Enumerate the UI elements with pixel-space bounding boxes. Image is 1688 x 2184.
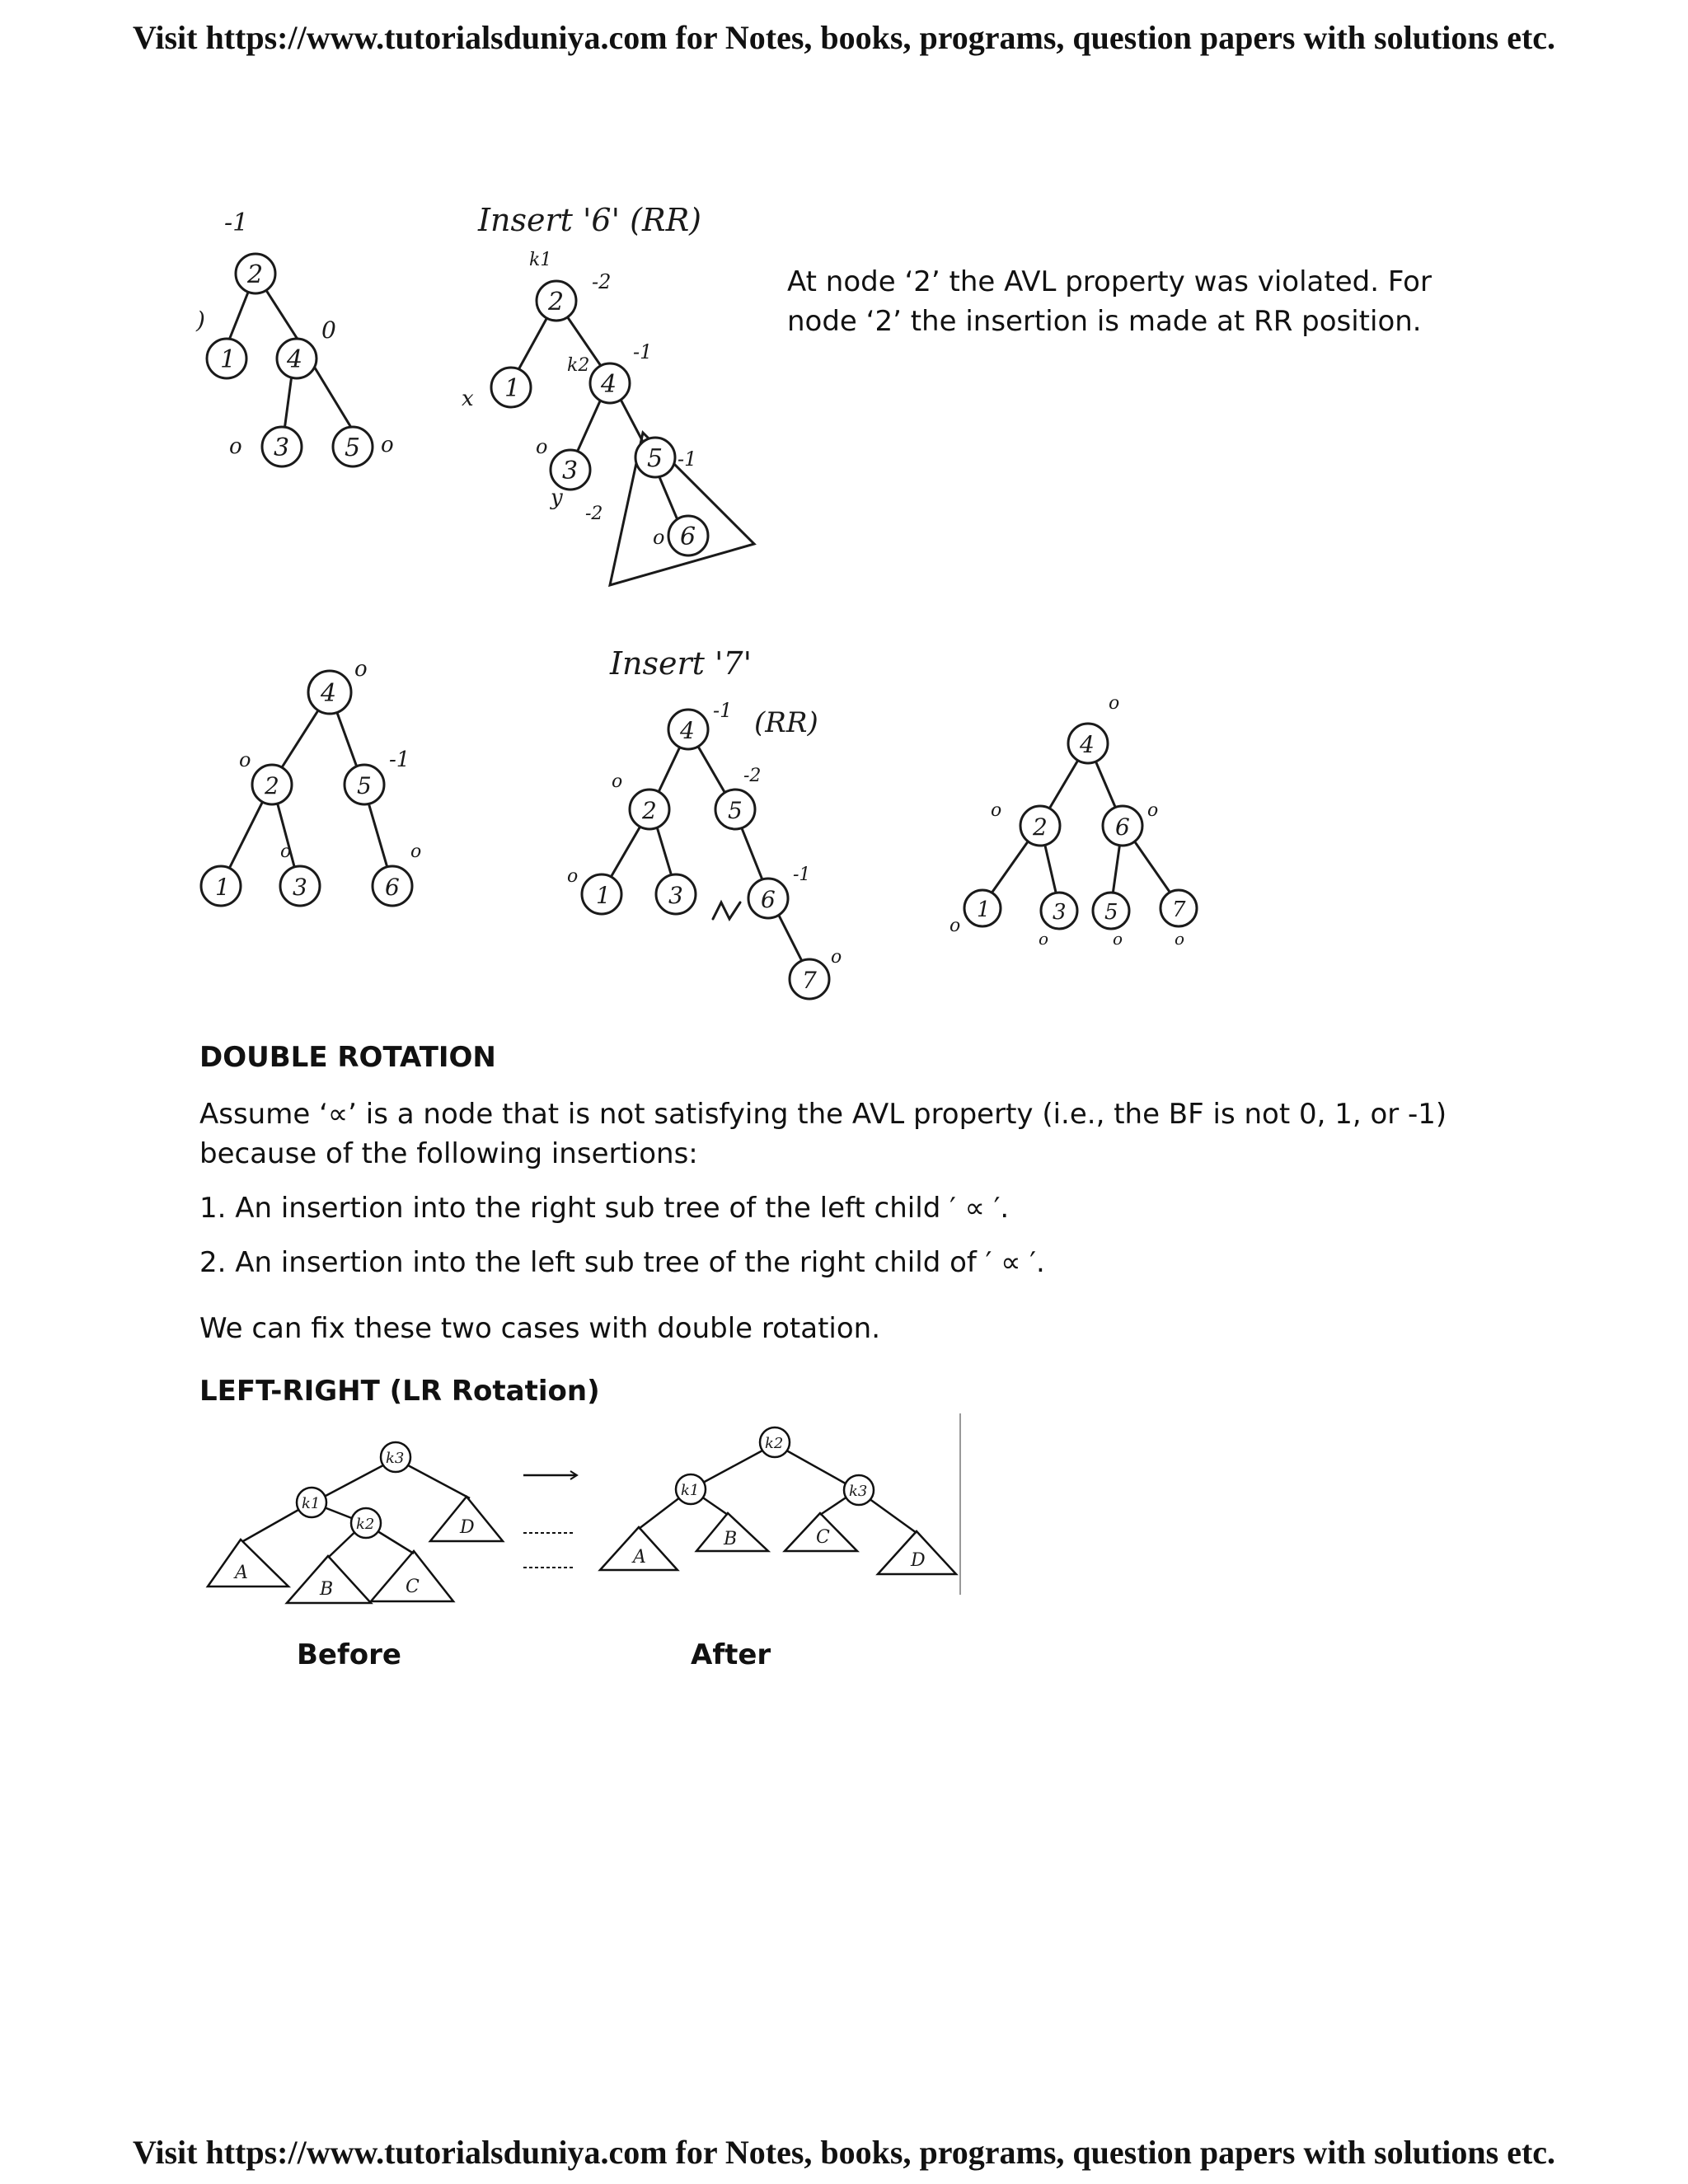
after-label: After (691, 1638, 771, 1671)
node-label: 3 (562, 457, 579, 485)
bf-node-7: o (831, 947, 842, 968)
node-label: 2 (265, 772, 279, 799)
bf-node-4: o (1109, 693, 1120, 714)
node-label: 3 (1053, 900, 1067, 925)
node-label: 1 (596, 882, 611, 909)
node-label: 6 (680, 523, 696, 551)
node-label: k3 (849, 1483, 868, 1500)
page-edge-mark (958, 1413, 963, 1595)
node-label: 5 (728, 797, 743, 824)
figure2-tree-b (552, 635, 898, 1005)
node-label: 2 (247, 260, 264, 289)
node-label: 3 (274, 434, 290, 462)
bf-node-6: o (653, 526, 665, 549)
label-k1: k1 (529, 250, 552, 270)
bf-extra: -2 (585, 504, 603, 524)
bf-node-1: ) (196, 307, 205, 334)
label-d: D (911, 1550, 926, 1571)
label-c: C (816, 1527, 830, 1548)
node-label: 1 (215, 874, 230, 901)
bf-node-2: o (239, 748, 251, 771)
double-rotation-heading: DOUBLE ROTATION (199, 1041, 496, 1074)
bf-node-1: o (950, 916, 961, 936)
label-b: B (724, 1529, 738, 1549)
node-label: 6 (1115, 813, 1130, 841)
bf-node-5: o (381, 433, 394, 457)
bf-node-6: o (1147, 800, 1159, 821)
node-label: 1 (220, 345, 237, 374)
label-d: D (460, 1517, 475, 1538)
bf-node-5: -1 (389, 748, 410, 772)
bf-node-2: o (991, 800, 1002, 821)
double-rotation-intro: Assume ‘∝’ is a node that is not satisfying the AVL property (i.e., the BF is not 0, 1, or -1) because of the following insertions: (199, 1098, 1447, 1170)
node-label: 3 (668, 882, 683, 909)
bf-node-6: o (410, 841, 422, 862)
node-label: 7 (1172, 898, 1186, 922)
rotation-label: (RR) (754, 706, 818, 739)
bf-node-3: o (536, 435, 548, 458)
node-label: k3 (386, 1450, 405, 1467)
node-label: 4 (287, 345, 303, 374)
label-a: A (235, 1563, 248, 1583)
node-label: k2 (765, 1435, 784, 1452)
double-rotation-item-2: 2. An insertion into the left sub tree of the right child of ′ ∝ ′. (199, 1246, 1045, 1279)
node-label: 6 (761, 886, 776, 913)
bf-node-2: o (612, 771, 623, 792)
bf-node-1: o (567, 866, 579, 887)
before-label: Before (297, 1638, 401, 1671)
lr-before-diagram (198, 1426, 475, 1607)
node-label: 5 (1104, 900, 1118, 925)
bf-node-4: 0 (321, 316, 336, 344)
bf-node-2: -1 (224, 209, 249, 237)
insert-7-title: Insert '7' (610, 645, 753, 682)
node-label: k1 (681, 1482, 700, 1499)
label-y: y (551, 485, 563, 510)
node-label: 4 (601, 370, 617, 399)
label-a: A (633, 1547, 646, 1568)
node-label: 4 (1080, 731, 1095, 758)
node-label: 4 (321, 679, 337, 708)
bf-node-5: -2 (743, 766, 762, 786)
node-label: 4 (680, 717, 695, 744)
node-label: 2 (1033, 813, 1048, 841)
bf-node-4: o (354, 657, 368, 682)
label-x: x (462, 387, 474, 411)
bf-node-3: o (229, 434, 242, 459)
banner-bottom: Visit https://www.tutorialsduniya.com for Notes, books, programs, question papers with solutions etc. (132, 2134, 1556, 2171)
lr-after-diagram (593, 1418, 973, 1599)
label-c: C (406, 1577, 420, 1597)
bf-node-3: o (1039, 929, 1049, 949)
node-label: 1 (504, 374, 521, 403)
bf-node-4: -1 (713, 699, 733, 722)
figure2-tree-a (190, 651, 445, 923)
figure1-note: At node ‘2’ the AVL property was violated. For node ‘2’ the insertion is made at RR position. (787, 265, 1432, 338)
label-b: B (320, 1579, 334, 1600)
node-label: 5 (345, 434, 361, 462)
node-label: 2 (548, 288, 565, 316)
double-rotation-conclusion: We can fix these two cases with double rotation. (199, 1312, 881, 1345)
node-label: 1 (977, 898, 991, 922)
lr-rotation-heading: LEFT-RIGHT (LR Rotation) (199, 1375, 600, 1408)
subtree-a (208, 1540, 288, 1586)
bf-node-6: -1 (793, 865, 811, 885)
banner-top: Visit https://www.tutorialsduniya.com for Notes, books, programs, question papers with solutions etc. (132, 19, 1556, 56)
figure1-tree-b (453, 198, 799, 585)
double-rotation-item-1: 1. An insertion into the right sub tree of the left child ′ ∝ ′. (199, 1192, 1010, 1225)
node-label: k2 (356, 1516, 375, 1533)
node-label: k1 (302, 1495, 321, 1512)
bf-node-7: o (1175, 929, 1185, 949)
rotation-arrow (713, 902, 740, 919)
label-k2: k2 (567, 355, 590, 376)
insert-6-title: Insert '6' (RR) (478, 202, 702, 238)
bf-node-4: -1 (633, 340, 653, 363)
bf-node-3: o (280, 841, 292, 862)
node-label: 3 (293, 874, 307, 901)
node-label: 5 (357, 772, 372, 799)
node-label: 7 (802, 967, 817, 994)
node-label: 5 (647, 444, 663, 473)
node-label: 2 (642, 797, 657, 824)
bf-node-5: o (1113, 929, 1123, 949)
node-label: 6 (385, 874, 400, 901)
bf-node-2: -2 (592, 270, 612, 293)
figure1-tree-a (190, 206, 420, 486)
figure2-tree-c (940, 692, 1220, 956)
lr-transition-marks (519, 1467, 585, 1574)
bf-node-5: -1 (678, 448, 697, 471)
